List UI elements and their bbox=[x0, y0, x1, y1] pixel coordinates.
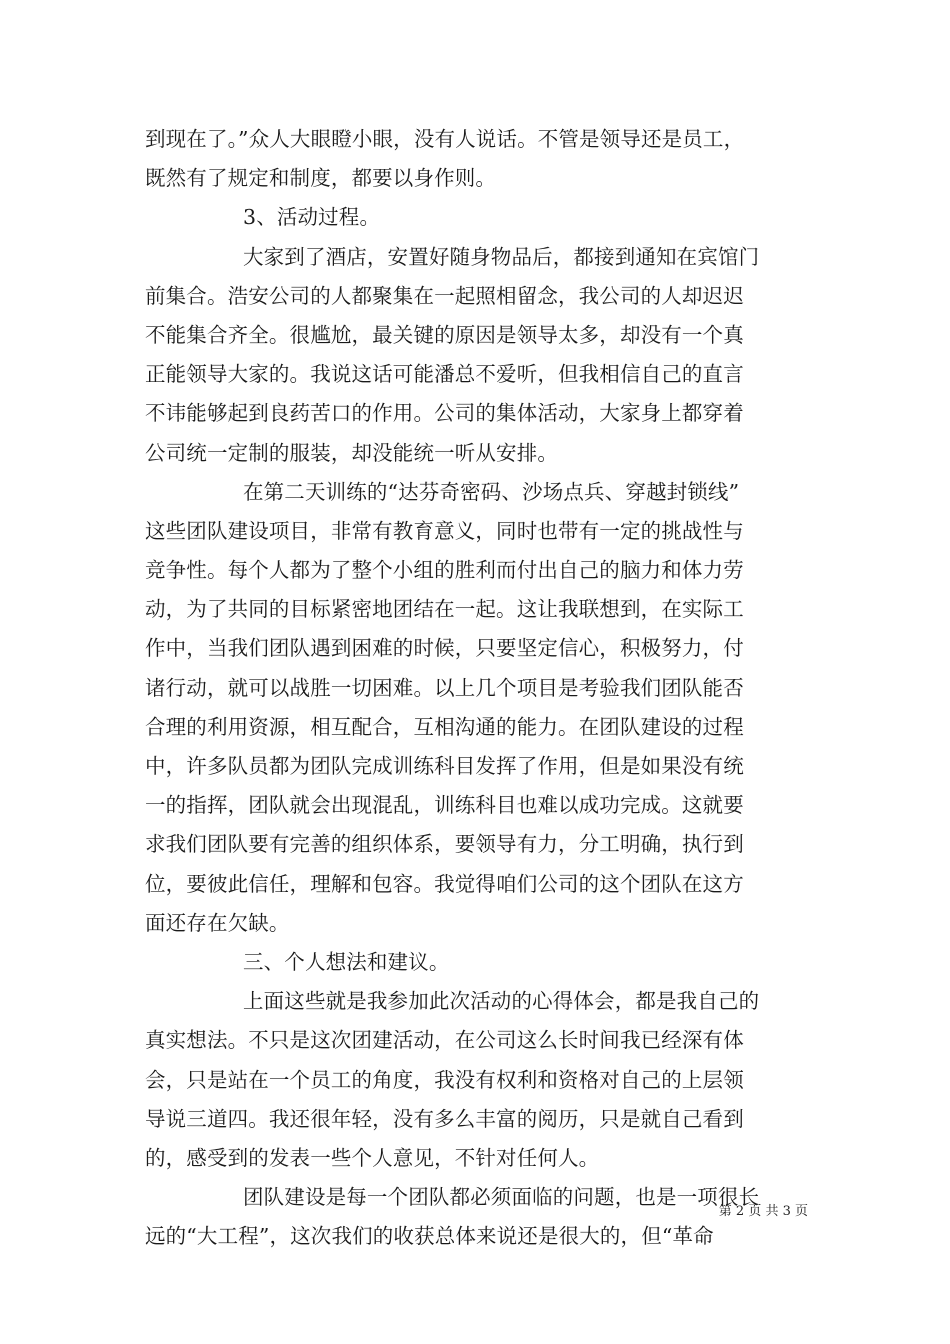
text-line: 一的指挥，团队就会出现混乱，训练科目也难以成功完成。这就要 bbox=[145, 793, 744, 818]
text-line: 真实想法。不只是这次团建活动，在公司这么长时间我已经深有体 bbox=[145, 1028, 744, 1053]
text-line: 求我们团队要有完善的组织体系，要领导有力，分工明确，执行到 bbox=[145, 832, 744, 857]
text-line: 合理的利用资源，相互配合，互相沟通的能力。在团队建设的过程 bbox=[145, 714, 744, 739]
text-line: 不能集合齐全。很尴尬，最关键的原因是领导太多，却没有一个真 bbox=[145, 322, 744, 347]
text-line: 竞争性。每个人都为了整个小组的胜利而付出自己的脑力和体力劳 bbox=[145, 558, 744, 583]
section-heading: 3、活动过程。 bbox=[243, 205, 381, 230]
body-text bbox=[145, 120, 810, 1256]
text-line: 导说三道四。我还很年轻，没有多么丰富的阅历，只是就自己看到 bbox=[145, 1106, 744, 1131]
text-line: 到现在了。”众人大眼瞪小眼，没有人说话。不管是领导还是员工， bbox=[145, 127, 745, 151]
text-line: 中，许多队员都为团队完成训练科目发挥了作用，但是如果没有统 bbox=[145, 754, 744, 778]
text-line: 不讳能够起到良药苦口的作用。公司的集体活动，大家身上都穿着 bbox=[145, 401, 744, 426]
text-line: 远的“大工程”，这次我们的收获总体来说还是很大的，但“革命 bbox=[145, 1224, 714, 1249]
paragraph-start: 在第二天训练的“达芬奇密码、沙场点兵、穿越封锁线” bbox=[243, 479, 740, 504]
section-heading: 三、个人想法和建议。 bbox=[243, 949, 450, 974]
text-line: 这些团队建设项目，非常有教育意义，同时也带有一定的挑战性与 bbox=[145, 518, 744, 543]
text-line: 诸行动，就可以战胜一切困难。以上几个项目是考验我们团队能否 bbox=[145, 675, 744, 700]
text-line: 的，感受到的发表一些个人意见，不针对任何人。 bbox=[145, 1145, 600, 1170]
text-line: 公司统一定制的服装，却没能统一听从安排。 bbox=[145, 440, 558, 465]
text-line: 位，要彼此信任，理解和包容。我觉得咱们公司的这个团队在这方 bbox=[145, 871, 744, 896]
text-line: 作中，当我们团队遇到困难的时候，只要坚定信心，积极努力，付 bbox=[145, 636, 744, 661]
paragraph-start: 大家到了酒店，安置好随身物品后，都接到通知在宾馆门 bbox=[243, 244, 760, 269]
text-line: 正能领导大家的。我说这话可能潘总不爱听，但我相信自己的直言 bbox=[145, 362, 744, 387]
text-line: 既然有了规定和制度，都要以身作则。 bbox=[145, 166, 497, 191]
page-number-footer: 第 2 页 共 3 页 bbox=[718, 1204, 808, 1219]
text-line: 动，为了共同的目标紧密地团结在一起。这让我联想到，在实际工 bbox=[145, 597, 744, 622]
paragraph-start: 上面这些就是我参加此次活动的心得体会，都是我自己的 bbox=[243, 989, 760, 1014]
text-line: 面还存在欠缺。 bbox=[145, 910, 290, 935]
text-line: 前集合。浩安公司的人都聚集在一起照相留念，我公司的人却迟迟 bbox=[145, 283, 744, 308]
paragraph-start: 团队建设是每一个团队都必须面临的问题，也是一项很长 bbox=[243, 1185, 760, 1210]
text-line: 会，只是站在一个员工的角度，我没有权利和资格对自己的上层领 bbox=[145, 1067, 744, 1092]
